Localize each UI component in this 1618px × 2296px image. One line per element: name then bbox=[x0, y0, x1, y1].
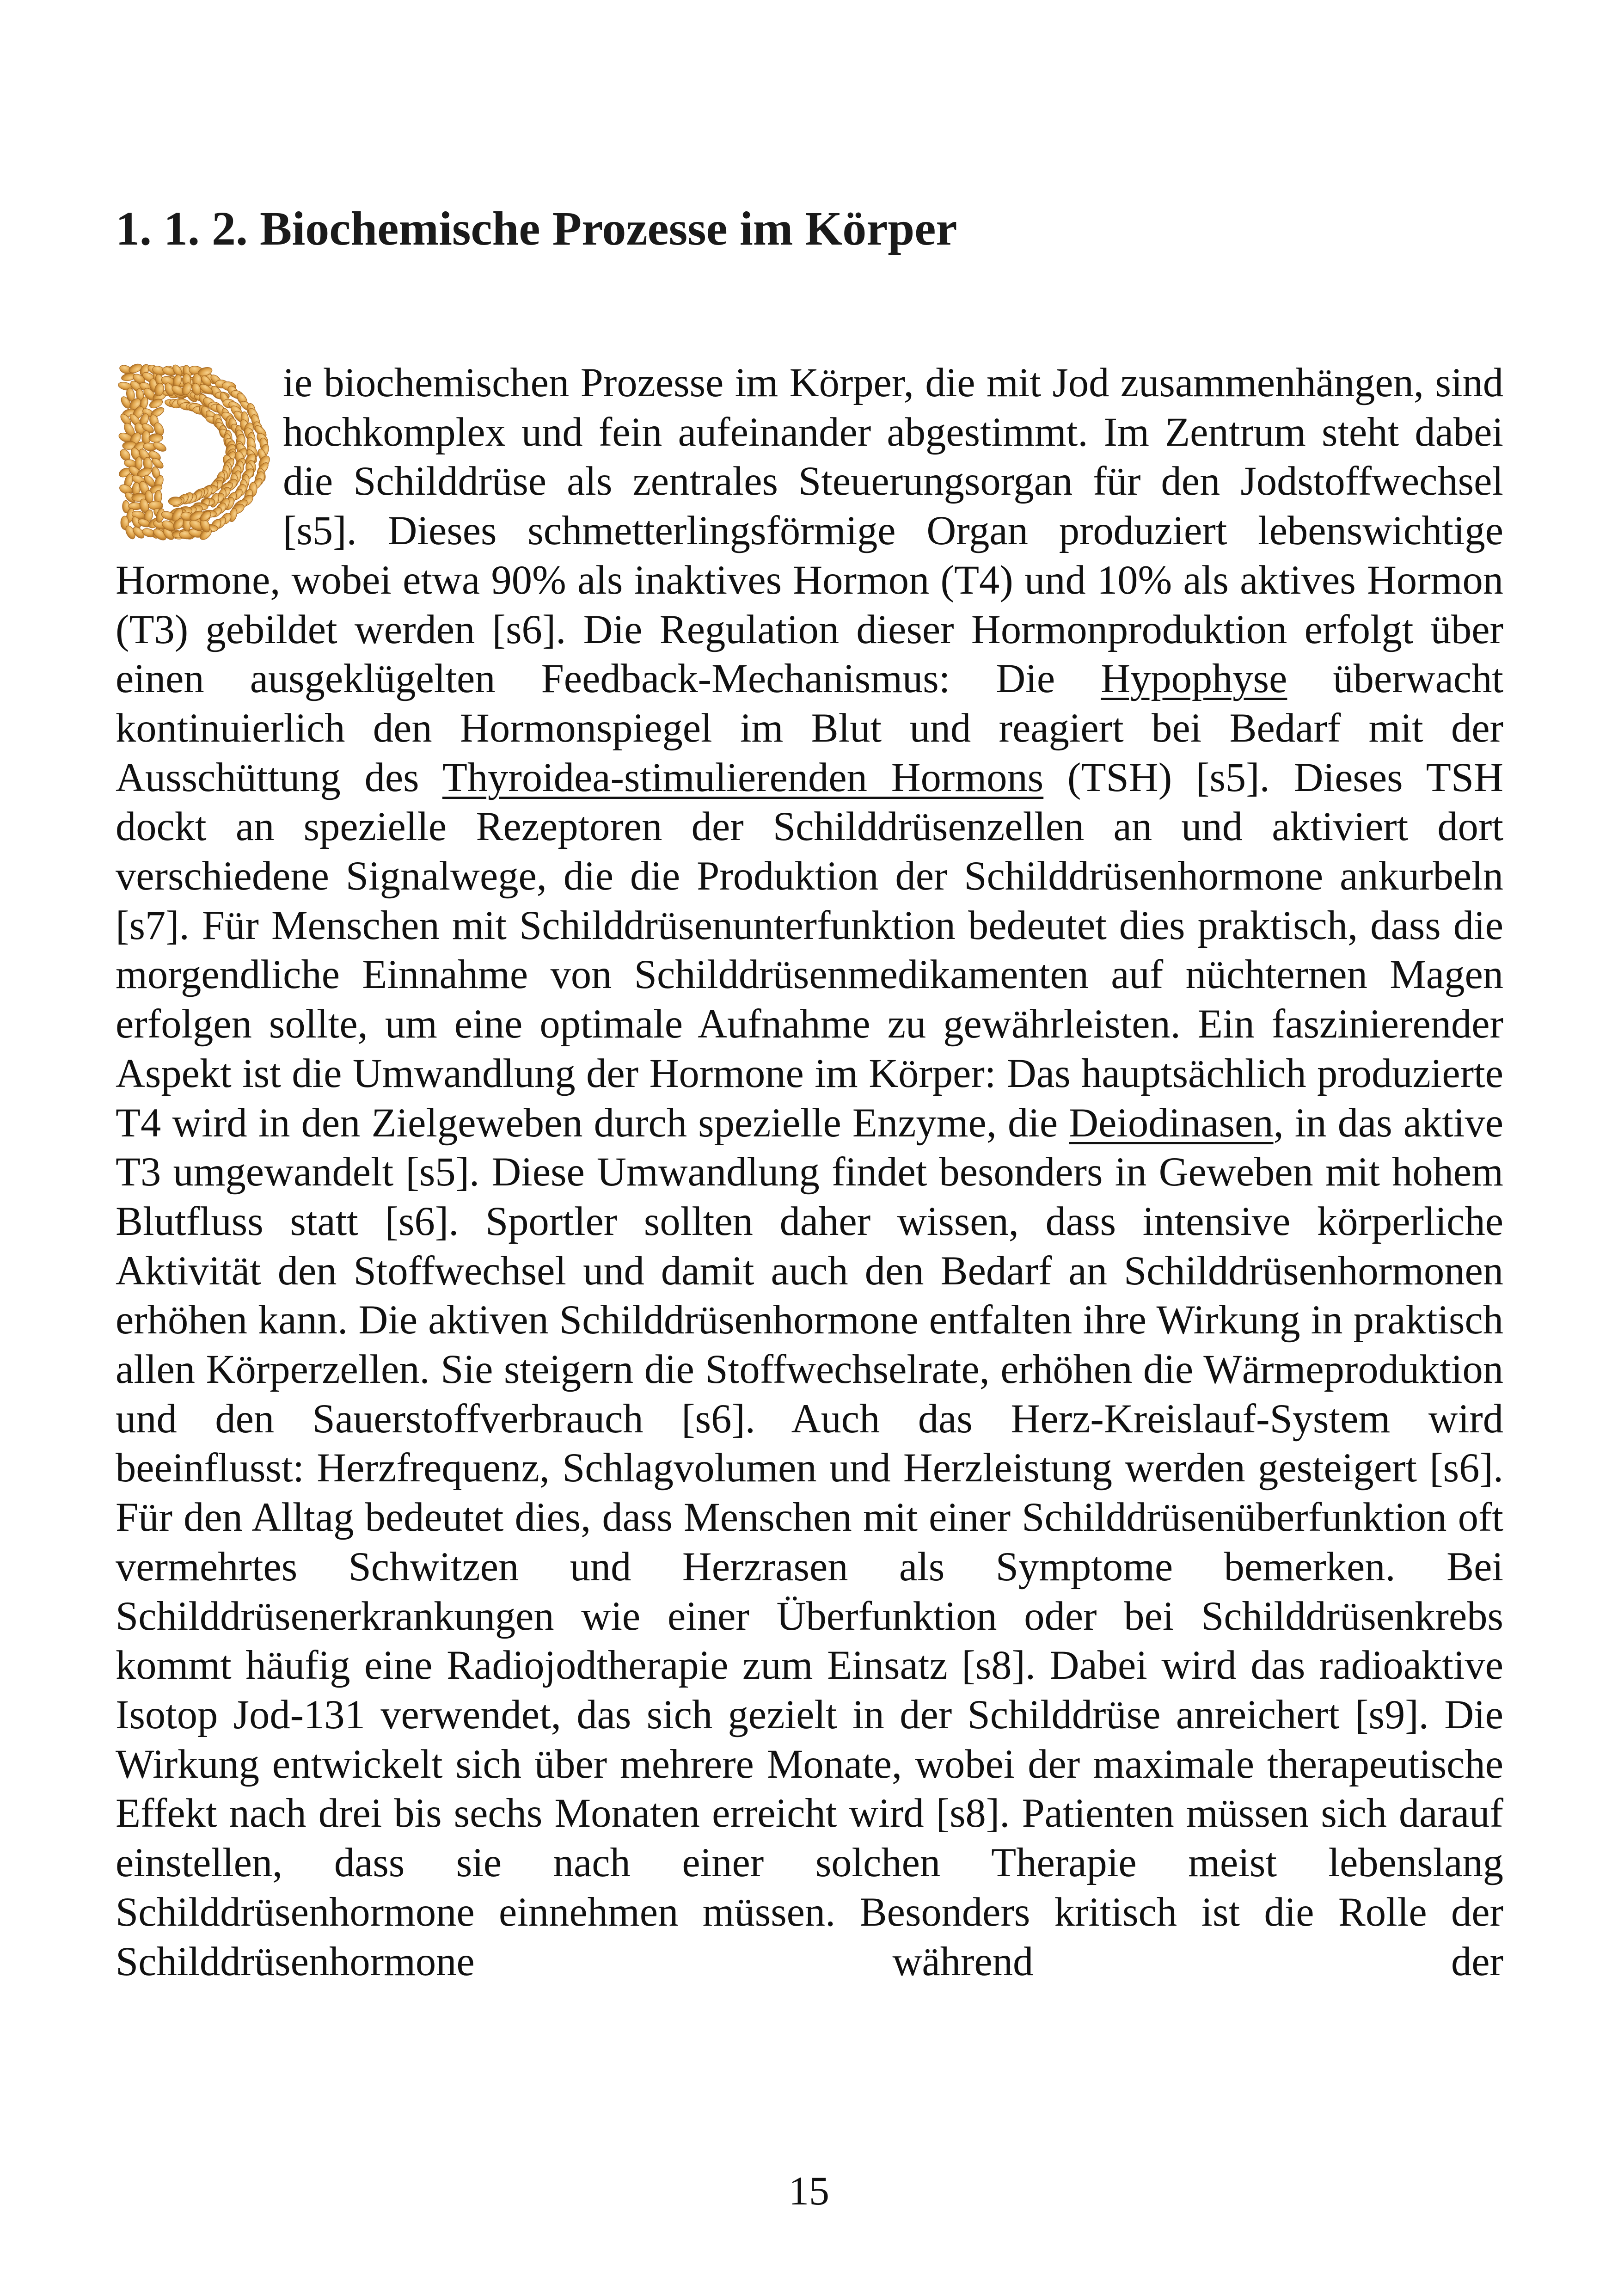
link-tsh[interactable]: Thyroidea-stimulierenden Hormons bbox=[442, 755, 1044, 800]
page-number: 15 bbox=[789, 2169, 829, 2214]
text-segment: überwacht kontinuierlich den Hormonspiegel im Blut und reagiert bei Bedarf mit der Ausschüttung des bbox=[116, 656, 1503, 800]
text-segment: , in das aktive T3 umgewandelt [s5]. Diese Umwandlung findet besonders in Geweben mit hohem Blutfluss statt [s6]. Sportler sollten daher wissen, dass intensive körperliche Aktivität den Stoffwechsel und damit auch den Bedarf an Schilddrüsenhormonen erhöhen kann. Die aktiven Schilddrüsenhormone entfalten ihre Wirkung in praktisch allen Körperzellen. Sie steigern die Stoffwechselrate, erhöhen die Wärmeproduktion und den Sauerstoffverbrauch [s6]. Auch das Herz-Kreislauf-System wird beeinflusst: Herzfrequenz, Schlagvolumen und Herzleistung werden gesteigert [s6]. Für den Alltag bedeutet dies, dass Menschen mit einer Schilddrüsenüberfunktion oft vermehrtes Schwitzen und Herzrasen als Symptome bemerken. Bei Schilddrüsenerkrankungen wie einer Überfunktion oder bei Schilddrüsenkrebs kommt häufig eine Radiojodtherapie zum Einsatz [s8]. Dabei wird das radioaktive Isotop Jod-131 verwendet, das sich gezielt in der Schilddrüse anreichert [s9]. Die Wirkung entwickelt sich über mehrere Monate, wobei der maximale therapeutische Effekt nach drei bis sechs Monaten erreicht wird [s8]. Patienten müssen sich darauf einstellen, dass sie nach einer solchen Therapie meist lebenslang Schilddrüsenhormone einnehmen müssen. Besonders kritisch ist die Rolle der Schilddrüsenhormone während der bbox=[116, 1100, 1503, 1984]
grain bbox=[149, 433, 163, 442]
grain-letter-d-icon bbox=[116, 361, 273, 544]
drop-cap bbox=[116, 361, 273, 544]
section-heading: 1. 1. 2. Biochemische Prozesse im Körper bbox=[116, 202, 957, 255]
link-deiodinasen[interactable]: Deiodinasen bbox=[1069, 1100, 1274, 1146]
text-segment: (TSH) [s5]. Dieses TSH dockt an spezielle Rezeptoren der Schilddrüsenzellen an und aktiviert dort verschiedene Signalwege, die die Produktion der Schilddrüsenhormone ankurbeln [s7]. Für Menschen mit Schilddrüsenunterfunktion bedeutet dies praktisch, dass die morgendliche Einnahme von Schilddrüsenmedikamenten auf nüchternen Magen erfolgen sollte, um eine optimale Aufnahme zu gewährleisten. Ein faszinierender Aspekt ist die Umwandlung der Hormone im Körper: Das hauptsächlich produzierte T4 wird in den Zielgeweben durch spezielle Enzyme, die bbox=[116, 755, 1503, 1146]
grain bbox=[168, 497, 182, 505]
link-hypophyse[interactable]: Hypophyse bbox=[1101, 656, 1287, 702]
text-segment: ie biochemischen Prozesse im Körper, die mit Jod zusammenhängen, sind hochkomplex und fein aufeinander abgestimmt. Im Zentrum steht dabei die Schilddrüse als zentrales Steuerungsorgan für den Jodstoffwechsel [s5]. Dieses schmetterlingsförmige Organ produziert lebenswichtige Hormone, wobei etwa 90% als inaktives Hormon (T4) und 10% als aktives Hormon (T3) gebildet werden [s6]. Die Regulation dieser Hormonproduktion erfolgt über einen ausgeklügelten Feedback-Mechanismus: Die bbox=[116, 360, 1503, 702]
body-paragraph bbox=[116, 358, 1503, 1986]
